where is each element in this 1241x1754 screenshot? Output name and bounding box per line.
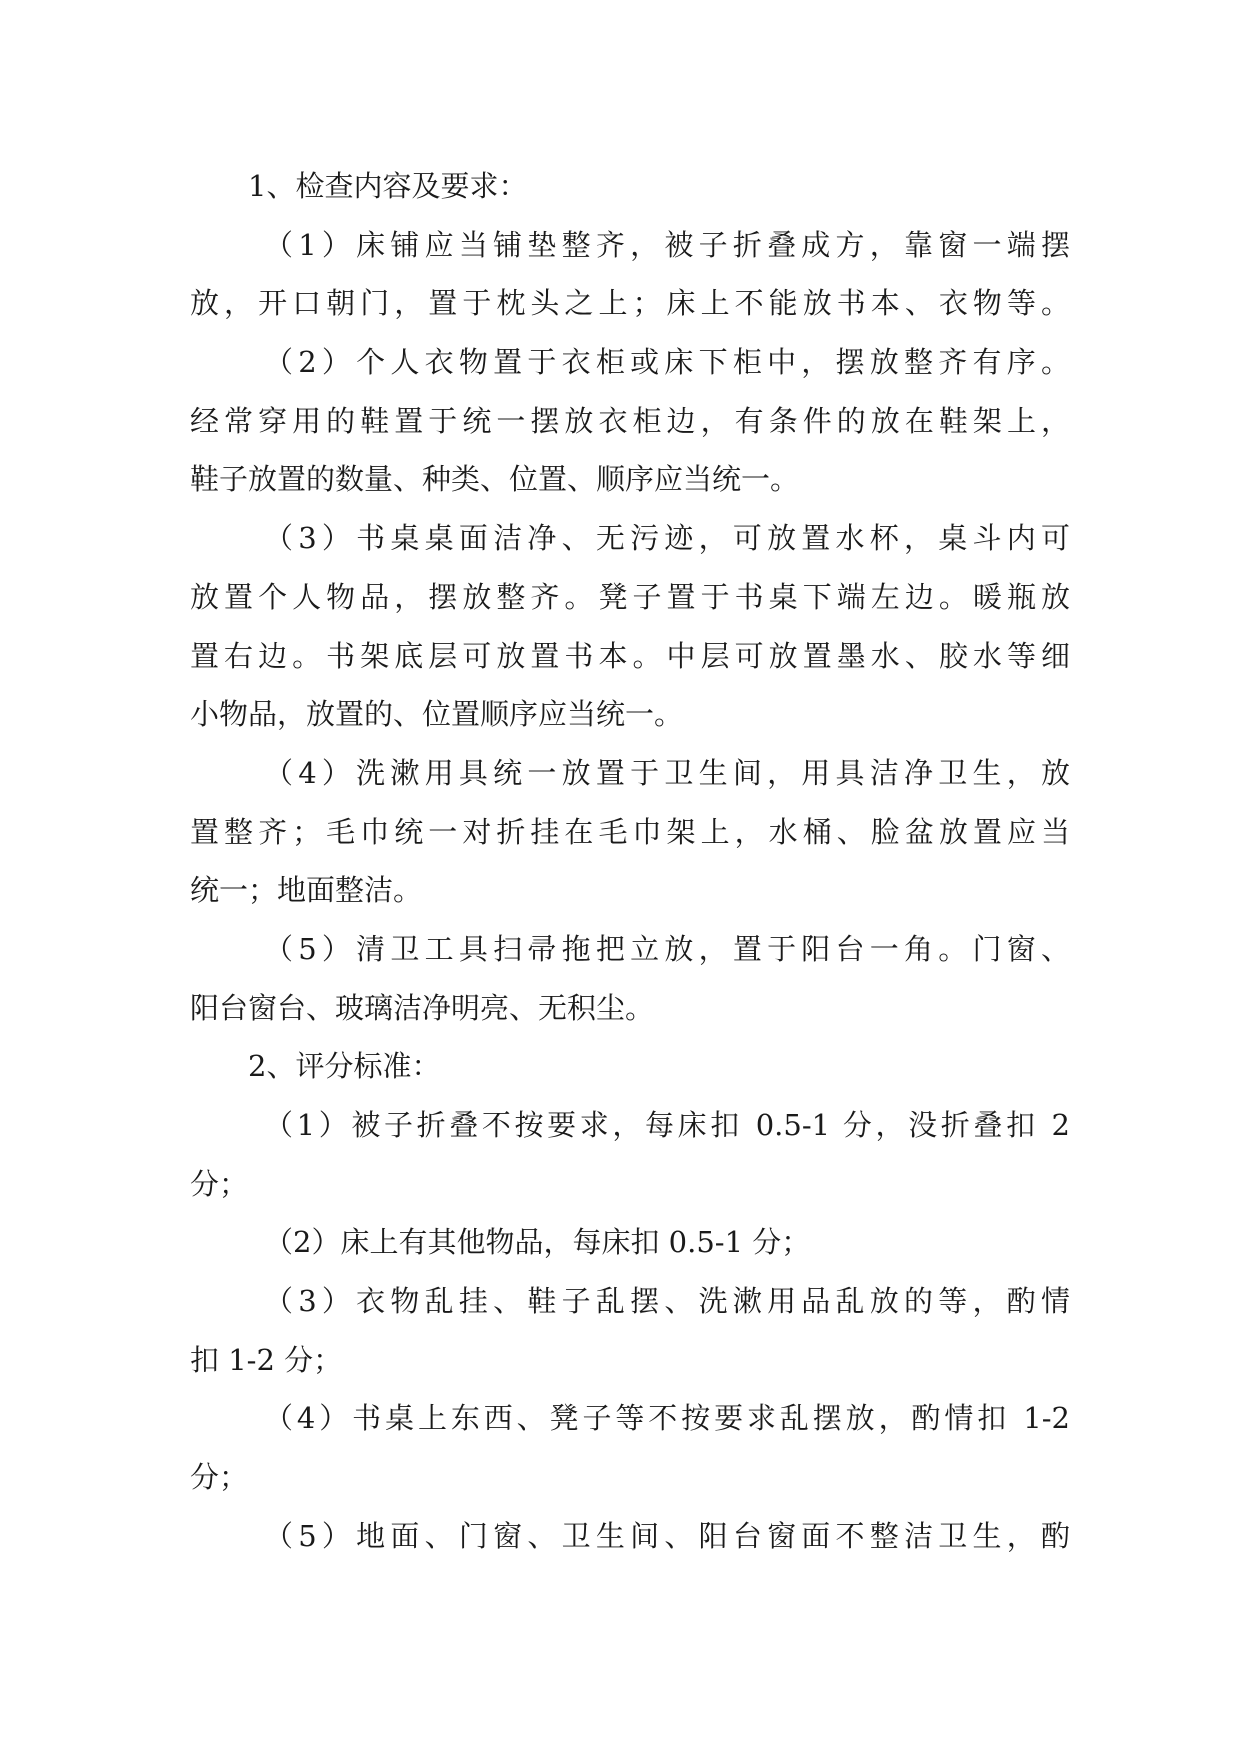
- paragraph-line: [190, 274, 1070, 333]
- line-text: 2、评分标准：: [248, 1049, 441, 1084]
- line-text: 统一；地面整洁。: [190, 873, 423, 908]
- paragraph-line: [190, 1331, 1070, 1390]
- paragraph-line: [190, 1213, 1070, 1272]
- line-text: （4）洗漱用具统一放置于卫生间，用具洁净卫生，放: [264, 755, 1070, 790]
- line-text: （2）个人衣物置于衣柜或床下柜中，摆放整齐有序。: [264, 345, 1070, 380]
- line-text: （5）地面、门窗、卫生间、阳台窗面不整洁卫生，酌: [264, 1518, 1070, 1553]
- paragraph-line: [190, 333, 1070, 392]
- line-text: （1）床铺应当铺垫整齐，被子折叠成方，靠窗一端摆: [264, 227, 1070, 262]
- paragraph-line: [190, 685, 1070, 744]
- paragraph-line: [190, 1096, 1070, 1155]
- line-text: 分；: [190, 1166, 249, 1201]
- line-text: 经常穿用的鞋置于统一摆放衣柜边，有条件的放在鞋架上，: [190, 403, 1070, 438]
- line-text: 1、检查内容及要求：: [248, 169, 528, 203]
- paragraph-line: [190, 1272, 1070, 1331]
- line-text: （3）书桌桌面洁净、无污迹，可放置水杯，桌斗内可: [264, 521, 1070, 556]
- line-text: 分；: [190, 1460, 249, 1495]
- paragraph-line: [190, 216, 1070, 275]
- line-text: 小物品，放置的、位置顺序应当统一。: [190, 697, 684, 732]
- line-text: 放，开口朝门，置于枕头之上；床上不能放书本、衣物等。: [190, 286, 1070, 321]
- paragraph-line: [190, 568, 1070, 627]
- paragraph-line: [190, 1448, 1070, 1507]
- line-text: 放置个人物品，摆放整齐。凳子置于书桌下端左边。暖瓶放: [190, 579, 1070, 614]
- paragraph-line: [190, 861, 1070, 920]
- line-text: （3）衣物乱挂、鞋子乱摆、洗漱用品乱放的等，酌情: [264, 1284, 1070, 1319]
- line-text: （1）被子折叠不按要求，每床扣 0.5-1 分，没折叠扣 2: [264, 1108, 1070, 1142]
- paragraph-line: [190, 1155, 1070, 1214]
- paragraph-line: [190, 920, 1070, 979]
- paragraph-line: [190, 509, 1070, 568]
- line-text: 置右边。书架底层可放置书本。中层可放置墨水、胶水等细: [190, 638, 1070, 673]
- paragraph-line: [190, 744, 1070, 803]
- heading-inspection-requirements: [190, 157, 1070, 216]
- line-text: 阳台窗台、玻璃洁净明亮、无积尘。: [190, 990, 655, 1025]
- line-text: （4）书桌上东西、凳子等不按要求乱摆放，酌情扣 1-2: [264, 1401, 1070, 1436]
- line-text: 置整齐；毛巾统一对折挂在毛巾架上，水桶、脸盆放置应当: [190, 814, 1070, 849]
- paragraph-line: [190, 450, 1070, 509]
- paragraph-line: [190, 627, 1070, 686]
- document-page: [190, 157, 1070, 1566]
- line-text: （5）清卫工具扫帚拖把立放，置于阳台一角。门窗、: [264, 931, 1070, 966]
- line-text: （2）床上有其他物品，每床扣 0.5-1 分；: [264, 1225, 811, 1260]
- line-text: 扣 1-2 分；: [190, 1342, 343, 1377]
- paragraph-line: [190, 803, 1070, 862]
- heading-scoring-standards: [190, 1037, 1070, 1096]
- paragraph-line: [190, 979, 1070, 1038]
- paragraph-line: [190, 1389, 1070, 1448]
- paragraph-line: [190, 392, 1070, 451]
- paragraph-line: [190, 1507, 1070, 1566]
- line-text: 鞋子放置的数量、种类、位置、顺序应当统一。: [190, 462, 800, 497]
